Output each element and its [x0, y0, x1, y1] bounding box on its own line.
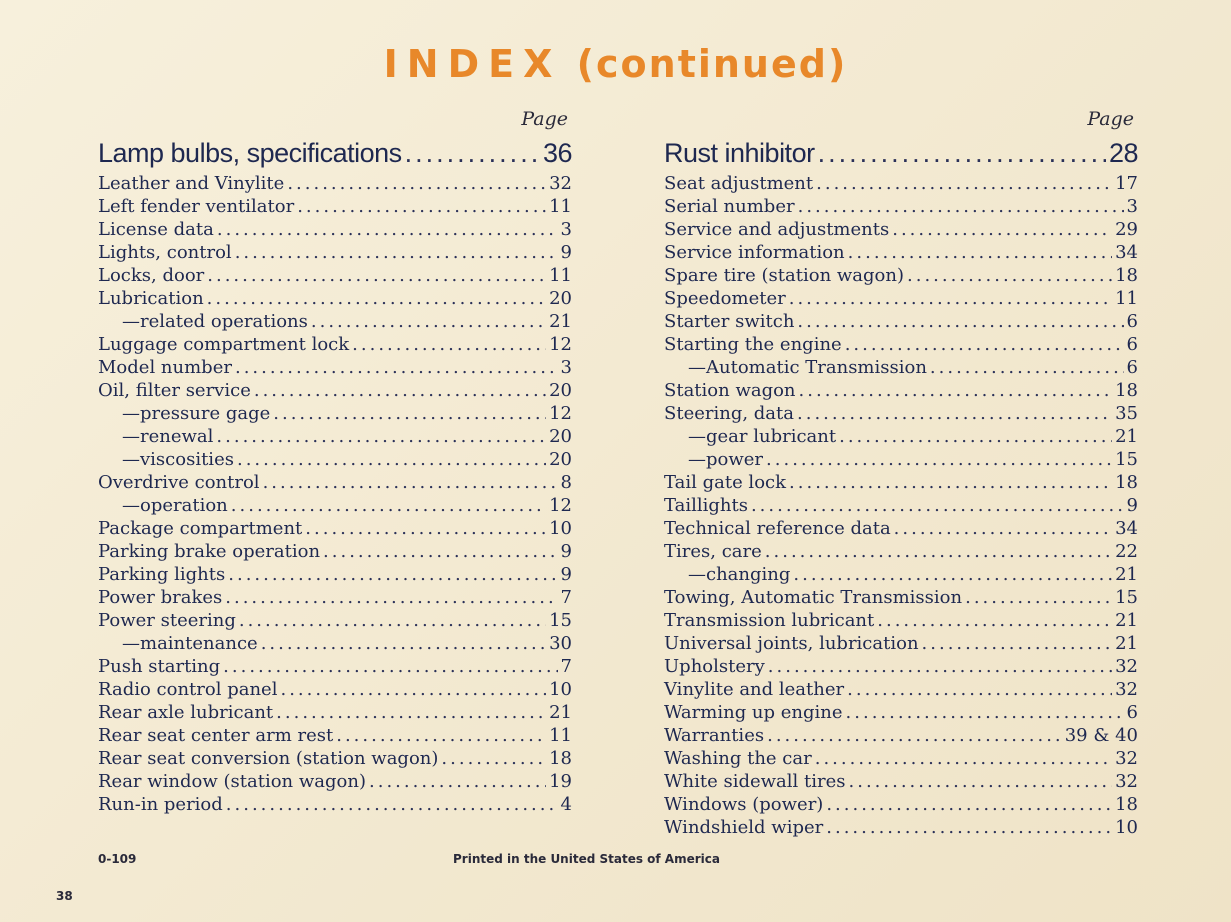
index-entry [98, 425, 572, 448]
entry-label: Overdrive control [98, 472, 260, 493]
entry-label: Towing, Automatic Transmission [664, 587, 963, 608]
entry-page: 21 [1115, 426, 1138, 447]
entry-page: 11 [549, 196, 572, 217]
entry-label: Service and adjustments [664, 219, 890, 240]
entry-label: Power brakes [98, 587, 223, 608]
index-entry [98, 172, 572, 195]
entry-label: Spare tire (station wagon) [664, 265, 905, 286]
dot-leader [441, 747, 546, 770]
index-entry [98, 471, 572, 494]
entry-page: 15 [1115, 587, 1138, 608]
entry-label: —viscosities [122, 449, 234, 470]
index-entry [664, 816, 1138, 839]
entry-label: —gear lubricant [688, 426, 837, 447]
entry-label: —Automatic Transmission [688, 357, 927, 378]
dot-leader [907, 264, 1112, 287]
dot-leader [217, 218, 558, 241]
entry-page: 7 [560, 587, 572, 608]
entry-label: Lights, control [98, 242, 232, 263]
dot-leader [826, 793, 1112, 816]
right-page-header: Page [1087, 108, 1134, 130]
entry-page: 9 [560, 242, 572, 263]
entry-page: 30 [549, 633, 572, 654]
entry-page: 6 [1126, 702, 1138, 723]
dot-leader [287, 172, 546, 195]
dot-leader [237, 448, 546, 471]
entry-page: 11 [549, 265, 572, 286]
dot-leader [766, 448, 1112, 471]
entry-label: Universal joints, lubrication [664, 633, 919, 654]
entry-label: Rear window (station wagon) [98, 771, 366, 792]
entry-label: Oil, filter service [98, 380, 251, 401]
index-entry [664, 172, 1138, 195]
entry-page: 20 [549, 449, 572, 470]
dot-leader [405, 134, 540, 172]
index-entry [664, 770, 1138, 793]
dot-leader [877, 609, 1112, 632]
index-entry [664, 425, 1138, 448]
entry-label: Rear seat conversion (station wagon) [98, 748, 439, 769]
dot-leader [849, 770, 1113, 793]
entry-label: Luggage compartment lock [98, 334, 350, 355]
entry-label: Technical reference data [664, 518, 891, 539]
dot-leader [336, 724, 546, 747]
entry-page: 8 [560, 472, 572, 493]
entry-label: Vinylite and leather [664, 679, 845, 700]
index-entry [98, 494, 572, 517]
dot-leader [818, 134, 1106, 172]
dot-leader [768, 655, 1112, 678]
entry-page: 10 [549, 518, 572, 539]
index-entry [98, 241, 572, 264]
dot-leader [892, 218, 1112, 241]
index-entry [664, 195, 1138, 218]
entry-label: Rear axle lubricant [98, 702, 274, 723]
entry-page: 20 [549, 288, 572, 309]
index-entry [98, 356, 572, 379]
entry-page: 18 [549, 748, 572, 769]
dot-leader [798, 195, 1124, 218]
index-entry [664, 356, 1138, 379]
right-entry-list [664, 134, 1138, 839]
entry-page: 21 [549, 702, 572, 723]
dot-leader [765, 540, 1112, 563]
dot-leader [839, 425, 1112, 448]
dot-leader [930, 356, 1124, 379]
entry-label: Model number [98, 357, 232, 378]
entry-page: 22 [1115, 541, 1138, 562]
index-entry [664, 586, 1138, 609]
index-entry [98, 448, 572, 471]
right-index-column [664, 108, 1138, 839]
left-page-header: Page [521, 108, 568, 130]
entry-label: —renewal [122, 426, 214, 447]
entry-label: Taillights [664, 495, 748, 516]
dot-leader [276, 701, 546, 724]
entry-page: 12 [549, 334, 572, 355]
entry-page: 35 [1115, 403, 1138, 424]
dot-leader [797, 402, 1112, 425]
entry-page: 21 [1115, 564, 1138, 585]
dot-leader [751, 494, 1124, 517]
entry-page: 34 [1115, 518, 1138, 539]
index-entry [98, 770, 572, 793]
entry-page: 10 [549, 679, 572, 700]
entry-page: 15 [549, 610, 572, 631]
entry-page: 9 [1126, 495, 1138, 516]
index-entry [98, 134, 572, 172]
index-entry [98, 287, 572, 310]
index-entry [98, 701, 572, 724]
index-entry [98, 195, 572, 218]
entry-page: 21 [1115, 610, 1138, 631]
dot-leader [254, 379, 546, 402]
entry-label: Transmission lubricant [664, 610, 875, 631]
entry-page: 29 [1115, 219, 1138, 240]
entry-label: —maintenance [122, 633, 258, 654]
entry-label: Rear seat center arm rest [98, 725, 334, 746]
entry-label: Run-in period [98, 794, 223, 815]
entry-label: Radio control panel [98, 679, 278, 700]
entry-label: Washing the car [664, 748, 812, 769]
index-entry [98, 586, 572, 609]
title-index: INDEX [383, 42, 562, 86]
index-entry [664, 333, 1138, 356]
left-index-column [98, 108, 572, 816]
entry-label: Push starting [98, 656, 221, 677]
entry-page: 9 [560, 564, 572, 585]
entry-label: Power steering [98, 610, 236, 631]
entry-page: 32 [1115, 656, 1138, 677]
entry-label: Locks, door [98, 265, 205, 286]
index-entry [664, 517, 1138, 540]
dot-leader [845, 333, 1124, 356]
entry-label: —power [688, 449, 764, 470]
entry-label: —changing [688, 564, 791, 585]
dot-leader [323, 540, 558, 563]
index-entry [664, 218, 1138, 241]
index-entry [98, 264, 572, 287]
dot-leader [815, 747, 1112, 770]
entry-page: 34 [1115, 242, 1138, 263]
entry-label: —operation [122, 495, 228, 516]
page-number: 38 [56, 889, 73, 903]
entry-page: 32 [1115, 748, 1138, 769]
dot-leader [352, 333, 546, 356]
entry-page: 18 [1115, 472, 1138, 493]
index-entry [664, 793, 1138, 816]
index-entry [664, 632, 1138, 655]
dot-leader [216, 425, 546, 448]
index-entry [664, 264, 1138, 287]
entry-label: Service information [664, 242, 845, 263]
index-entry [98, 402, 572, 425]
page-title [0, 42, 1231, 86]
index-entry [98, 655, 572, 678]
entry-label: Tires, care [664, 541, 762, 562]
entry-label: White sidewall tires [664, 771, 846, 792]
index-entry [664, 540, 1138, 563]
dot-leader [369, 770, 546, 793]
entry-page: 32 [549, 173, 572, 194]
entry-label: Upholstery [664, 656, 765, 677]
entry-label: Starting the engine [664, 334, 842, 355]
entry-label: Windows (power) [664, 794, 824, 815]
footer-printed: Printed in the United States of America [453, 852, 720, 866]
index-entry [664, 655, 1138, 678]
entry-page: 12 [549, 403, 572, 424]
dot-leader [223, 655, 557, 678]
entry-page: 6 [1126, 334, 1138, 355]
entry-page: 21 [1115, 633, 1138, 654]
entry-label: Seat adjustment [664, 173, 814, 194]
index-entry [664, 402, 1138, 425]
entry-label: License data [98, 219, 214, 240]
entry-label: Serial number [664, 196, 795, 217]
entry-page: 32 [1115, 679, 1138, 700]
entry-page: 3 [560, 357, 572, 378]
index-entry [664, 379, 1138, 402]
entry-label: Package compartment [98, 518, 303, 539]
entry-label: Leather and Vinylite [98, 173, 285, 194]
entry-label: —related operations [122, 311, 308, 332]
dot-leader [225, 586, 557, 609]
index-entry [98, 747, 572, 770]
entry-label: Steering, data [664, 403, 795, 424]
dot-leader [826, 816, 1112, 839]
dot-leader [273, 402, 546, 425]
dot-leader [305, 517, 546, 540]
entry-label: Warming up engine [664, 702, 843, 723]
entry-page: 19 [549, 771, 572, 792]
dot-leader [965, 586, 1112, 609]
dot-leader [848, 241, 1112, 264]
index-entry [664, 609, 1138, 632]
entry-page: 7 [560, 656, 572, 677]
entry-page: 18 [1115, 794, 1138, 815]
dot-leader [793, 563, 1112, 586]
entry-page: 17 [1115, 173, 1138, 194]
left-entry-list [98, 134, 572, 816]
index-entry [664, 494, 1138, 517]
entry-label: Warranties [664, 725, 765, 746]
dot-leader [231, 494, 546, 517]
entry-page: 36 [542, 138, 572, 168]
entry-label: Rust inhibitor [664, 138, 815, 168]
entry-label: Left fender ventilator [98, 196, 295, 217]
index-entry [664, 678, 1138, 701]
entry-label: Windshield wiper [664, 817, 824, 838]
entry-page: 4 [560, 794, 572, 815]
index-entry [98, 793, 572, 816]
entry-page: 18 [1115, 380, 1138, 401]
dot-leader [261, 632, 546, 655]
title-continued: (continued) [576, 42, 848, 86]
index-entry [98, 218, 572, 241]
dot-leader [797, 310, 1123, 333]
index-entry [98, 632, 572, 655]
index-entry [664, 310, 1138, 333]
dot-leader [894, 517, 1112, 540]
index-entry [664, 563, 1138, 586]
entry-page: 10 [1115, 817, 1138, 838]
index-entry [98, 540, 572, 563]
dot-leader [263, 471, 558, 494]
entry-page: 9 [560, 541, 572, 562]
dot-leader [207, 264, 546, 287]
entry-label: Lubrication [98, 288, 204, 309]
entry-page: 21 [549, 311, 572, 332]
entry-page: 12 [549, 495, 572, 516]
index-entry [664, 241, 1138, 264]
index-entry [664, 747, 1138, 770]
dot-leader [297, 195, 546, 218]
index-entry [98, 517, 572, 540]
dot-leader [847, 678, 1112, 701]
dot-leader [311, 310, 546, 333]
dot-leader [789, 471, 1112, 494]
dot-leader [207, 287, 546, 310]
dot-leader [767, 724, 1062, 747]
entry-label: Parking lights [98, 564, 226, 585]
index-entry [98, 678, 572, 701]
entry-page: 32 [1115, 771, 1138, 792]
index-entry [664, 134, 1138, 172]
entry-page: 15 [1115, 449, 1138, 470]
entry-label: Starter switch [664, 311, 795, 332]
dot-leader [235, 241, 558, 264]
dot-leader [922, 632, 1113, 655]
index-entry [98, 333, 572, 356]
footer-code: 0-109 [98, 852, 137, 866]
index-entry [98, 379, 572, 402]
entry-page: 3 [1126, 196, 1138, 217]
entry-label: Parking brake operation [98, 541, 321, 562]
entry-page: 6 [1126, 311, 1138, 332]
dot-leader [816, 172, 1112, 195]
entry-page: 39 & 40 [1064, 725, 1138, 746]
entry-page: 11 [549, 725, 572, 746]
entry-page: 20 [549, 380, 572, 401]
index-entry [98, 609, 572, 632]
dot-leader [280, 678, 546, 701]
dot-leader [789, 287, 1112, 310]
index-entry [664, 724, 1138, 747]
dot-leader [799, 379, 1113, 402]
dot-leader [228, 563, 557, 586]
index-entry [98, 724, 572, 747]
entry-label: Station wagon [664, 380, 796, 401]
index-entry [98, 310, 572, 333]
entry-page: 3 [560, 219, 572, 240]
index-entry [664, 701, 1138, 724]
index-entry [664, 448, 1138, 471]
dot-leader [239, 609, 546, 632]
entry-label: —pressure gage [122, 403, 271, 424]
index-entry [664, 471, 1138, 494]
entry-page: 6 [1126, 357, 1138, 378]
entry-page: 28 [1108, 138, 1138, 168]
entry-page: 18 [1115, 265, 1138, 286]
entry-label: Speedometer [664, 288, 786, 309]
dot-leader [235, 356, 558, 379]
entry-page: 20 [549, 426, 572, 447]
index-entry [98, 563, 572, 586]
index-entry [664, 287, 1138, 310]
entry-label: Tail gate lock [664, 472, 787, 493]
dot-leader [226, 793, 558, 816]
dot-leader [846, 701, 1124, 724]
entry-page: 11 [1115, 288, 1138, 309]
entry-label: Lamp bulbs, specifications [98, 138, 402, 168]
